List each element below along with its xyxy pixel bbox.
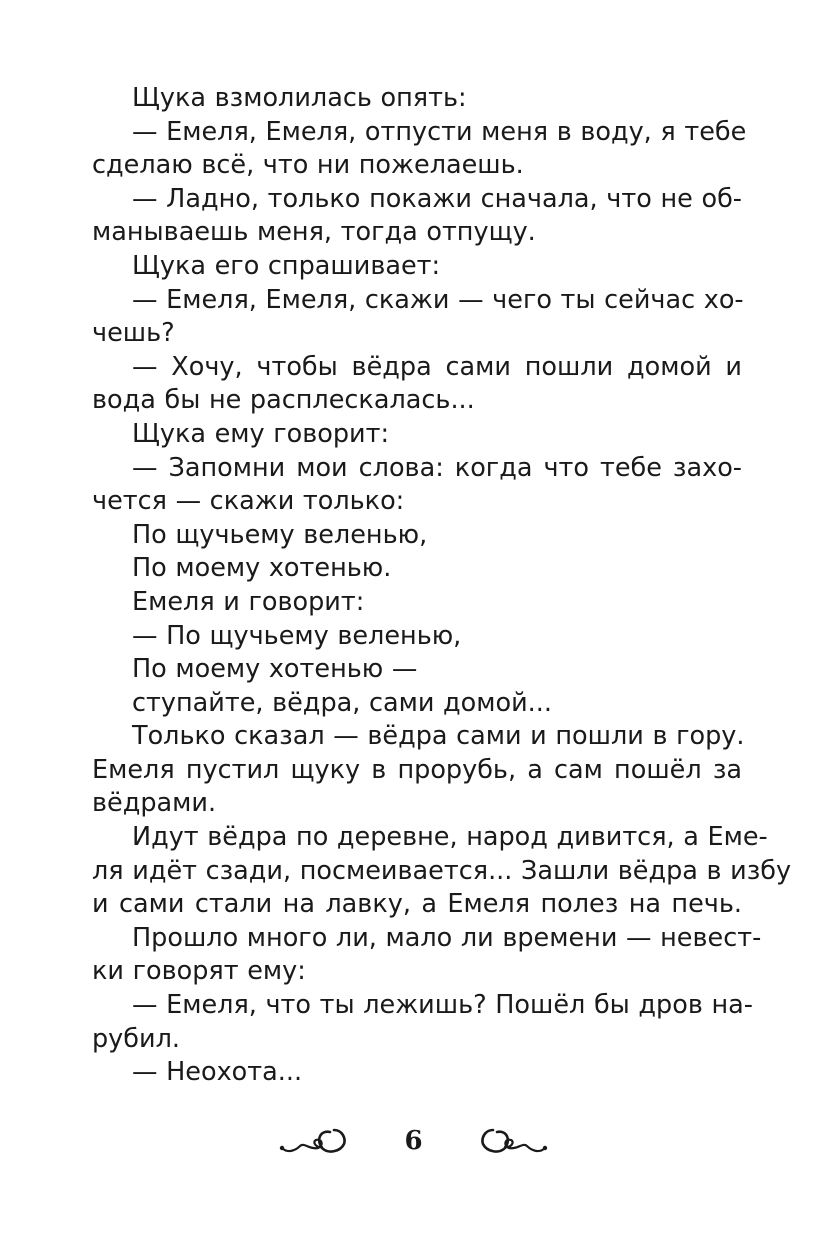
page-text <box>92 82 792 1090</box>
text-line: ки говорят ему: <box>92 956 306 987</box>
verse-line: ступайте, вёдра, сами домой... <box>132 687 552 718</box>
text-line: вёдрами. <box>92 788 217 819</box>
text-line: — Хочу, чтобы вёдра сами пошли домой и <box>132 351 742 382</box>
verse-line: По моему хотенью. <box>132 553 392 584</box>
text-line: Прошло много ли, мало ли времени — невест- <box>132 922 762 953</box>
text-line: — Емеля, Емеля, скажи — чего ты сейчас хо- <box>132 284 744 315</box>
text-line: — Запомни мои слова: когда что тебе захо- <box>132 452 742 483</box>
verse-line: По моему хотенью — <box>132 654 418 685</box>
page-number: 6 <box>404 1126 423 1156</box>
text-line: рубил. <box>92 1023 180 1054</box>
text-line: — Емеля, Емеля, отпусти меня в воду, я тебе <box>132 116 747 147</box>
text-line: Емеля и говорит: <box>132 586 365 617</box>
text-line: Щука взмолилась опять: <box>132 83 467 113</box>
text-line: манываешь меня, тогда отпущу. <box>92 217 536 248</box>
text-line: Щука его спрашивает: <box>132 250 441 281</box>
text-line: сделаю всё, что ни пожелаешь. <box>92 150 524 181</box>
text-line: Щука ему говорит: <box>132 418 390 449</box>
verse-line: — По щучьему веленью, <box>132 620 462 651</box>
flourish-ornament-right-icon <box>477 1120 549 1160</box>
text-line: Только сказал — вёдра сами и пошли в гору. <box>132 721 745 752</box>
text-line: чется — скажи только: <box>92 486 405 517</box>
page-footer <box>0 1120 827 1164</box>
verse-line: По щучьему веленью, <box>132 519 428 550</box>
text-line: и сами стали на лавку, а Емеля полез на печь. <box>92 889 742 920</box>
text-line: чешь? <box>92 318 175 349</box>
text-line: вода бы не расплескалась... <box>92 385 475 416</box>
text-line: — Емеля, что ты лежишь? Пошёл бы дров на- <box>132 990 753 1021</box>
text-line: ля идёт сзади, посмеивается... Зашли вёдра в избу <box>92 855 792 886</box>
text-line: — Неохота... <box>132 1057 303 1088</box>
text-line: — Ладно, только покажи сначала, что не об- <box>132 183 742 214</box>
text-line: Идут вёдра по деревне, народ дивится, а Еме- <box>132 822 768 853</box>
text-line: Емеля пустил щуку в прорубь, а сам пошёл за <box>92 754 742 785</box>
